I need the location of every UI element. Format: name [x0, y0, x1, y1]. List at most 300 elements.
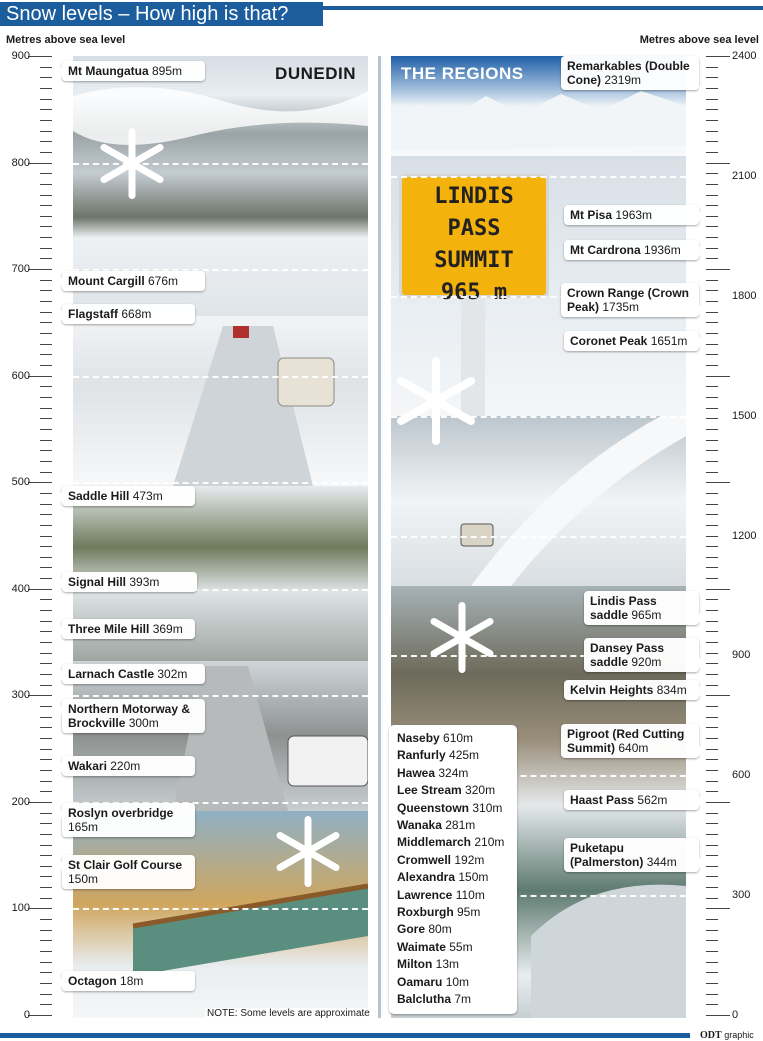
axis-minor-tick: [706, 642, 718, 643]
axis-minor-tick: [40, 173, 52, 174]
axis-minor-tick: [706, 599, 718, 600]
label-value: 562m: [637, 793, 668, 807]
axis-minor-tick: [706, 248, 718, 249]
reference-line: [391, 176, 686, 178]
axis-minor-tick: [706, 919, 718, 920]
label-name: Remarkables (Double Cone): [567, 59, 690, 87]
axis-tick-label: 0: [732, 1009, 739, 1021]
axis-minor-tick: [40, 195, 52, 196]
axis-minor-tick: [706, 408, 718, 409]
list-item: [397, 939, 509, 956]
axis-minor-tick: [40, 322, 52, 323]
axis-minor-tick: [706, 237, 718, 238]
axis-minor-tick: [40, 845, 52, 846]
axis-minor-tick: [40, 280, 52, 281]
label-value: 676m: [148, 274, 179, 288]
town-value: 110m: [455, 887, 485, 902]
label-value: 369m: [152, 622, 183, 636]
label-name: Kelvin Heights: [570, 683, 657, 697]
town-name: Lawrence: [397, 887, 456, 902]
sign-line-3: 965 m: [440, 280, 508, 305]
town-name: Naseby: [397, 731, 444, 745]
axis-minor-tick: [40, 461, 52, 462]
axis-tick-label: 300: [11, 689, 30, 702]
axis-minor-tick: [40, 674, 52, 675]
axis-minor-tick: [40, 876, 52, 877]
axis-minor-tick: [706, 781, 718, 782]
axis-minor-tick: [706, 567, 718, 568]
label-value: 2319m: [604, 73, 642, 87]
axis-minor-tick: [706, 312, 718, 313]
label-value: 640m: [618, 741, 649, 755]
axis-minor-tick: [706, 67, 718, 68]
axis-tick-label: 100: [11, 902, 30, 915]
axis-tick-label: 900: [11, 50, 30, 62]
axis-minor-tick: [706, 120, 718, 121]
axis-minor-tick: [706, 205, 718, 206]
regions-heading: THE REGIONS: [401, 64, 524, 83]
approximation-note: NOTE: Some levels are approximate: [207, 1008, 370, 1019]
town-value: 192m: [454, 852, 485, 867]
reference-line: [73, 482, 368, 484]
axis-minor-tick: [706, 866, 718, 867]
label-name: Mt Maungatua: [68, 64, 152, 78]
axis-minor-tick: [40, 301, 52, 302]
axis-minor-tick: [706, 472, 718, 473]
right-axis: [706, 50, 757, 1021]
axis-tick-label: 2400: [732, 50, 757, 62]
axis-minor-tick: [40, 344, 52, 345]
axis-minor-tick: [706, 109, 718, 110]
axis-tick-label: 400: [11, 582, 30, 595]
elevation-label: [561, 724, 699, 758]
axis-minor-tick: [40, 184, 52, 185]
axis-minor-tick: [706, 845, 718, 846]
axis-minor-tick: [706, 621, 718, 622]
axis-minor-tick: [40, 216, 52, 217]
label-value: 1735m: [602, 300, 640, 314]
label-value: 302m: [157, 667, 188, 681]
axis-minor-tick: [40, 493, 52, 494]
elevation-label: [62, 756, 195, 776]
axis-minor-tick: [40, 312, 52, 313]
label-name: Pigroot (Red Cutting Summit): [567, 727, 685, 755]
town-name: Waimate: [397, 939, 450, 954]
label-value: 668m: [121, 307, 152, 321]
label-value: 18m: [120, 974, 144, 988]
axis-minor-tick: [40, 354, 52, 355]
axis-minor-tick: [40, 972, 52, 973]
town-name: Cromwell: [397, 852, 455, 867]
elevation-label: [584, 591, 699, 625]
axis-minor-tick: [40, 472, 52, 473]
axis-minor-tick: [40, 770, 52, 771]
axis-minor-tick: [40, 120, 52, 121]
axis-tick-label: 600: [11, 369, 30, 382]
sign-line-2: SUMMIT: [434, 248, 514, 273]
axis-minor-tick: [40, 940, 52, 941]
label-value: 393m: [129, 575, 160, 589]
snowflake-icon: [97, 126, 167, 206]
axis-minor-tick: [706, 216, 718, 217]
axis-major-tick: [706, 908, 730, 909]
axis-minor-tick: [706, 717, 718, 718]
panel-divider: [378, 56, 381, 1018]
axis-minor-tick: [706, 184, 718, 185]
axis-minor-tick: [706, 397, 718, 398]
elevation-label: [561, 56, 699, 90]
axis-minor-tick: [706, 887, 718, 888]
axis-minor-tick: [706, 333, 718, 334]
axis-minor-tick: [706, 855, 718, 856]
axis-minor-tick: [706, 738, 718, 739]
label-name: Roslyn overbridge: [68, 806, 174, 820]
axis-major-tick: [706, 376, 730, 377]
axis-minor-tick: [40, 226, 52, 227]
label-value: 150m: [68, 872, 99, 886]
axis-tick-label: 700: [11, 263, 30, 276]
page-title: Snow levels – How high is that?: [0, 2, 323, 26]
list-item: [397, 765, 509, 782]
axis-minor-tick: [40, 834, 52, 835]
axis-minor-tick: [706, 994, 718, 995]
title-bar: [0, 0, 763, 28]
axis-minor-tick: [706, 365, 718, 366]
axis-minor-tick: [40, 333, 52, 334]
axis-minor-tick: [706, 450, 718, 451]
elevation-label: [564, 205, 699, 225]
list-item: [397, 956, 509, 973]
axis-minor-tick: [40, 152, 52, 153]
axis-minor-tick: [706, 77, 718, 78]
axis-minor-tick: [706, 898, 718, 899]
axis-minor-tick: [706, 1004, 718, 1005]
axis-minor-tick: [40, 759, 52, 760]
town-value: 10m: [445, 974, 470, 989]
axis-minor-tick: [706, 546, 718, 547]
elevation-label: [62, 855, 195, 889]
title-rule: [323, 6, 763, 10]
elevation-label: [62, 971, 195, 991]
axis-major-tick: [28, 695, 52, 696]
axis-minor-tick: [706, 226, 718, 227]
label-name: Lindis Pass saddle: [590, 594, 657, 622]
axis-major-tick: [706, 482, 730, 483]
axis-minor-tick: [40, 504, 52, 505]
axis-minor-tick: [706, 674, 718, 675]
axis-minor-tick: [706, 280, 718, 281]
elevation-label: [62, 803, 195, 837]
town-name: Middlemarch: [397, 835, 475, 850]
left-axis-title: Metres above sea level: [6, 34, 126, 46]
axis-minor-tick: [706, 344, 718, 345]
axis-minor-tick: [706, 876, 718, 877]
town-name: Wanaka: [397, 818, 446, 833]
elevation-label: [564, 838, 699, 872]
axis-major-tick: [28, 589, 52, 590]
right-axis-title: Metres above sea level: [639, 34, 759, 46]
axis-major-tick: [28, 56, 52, 57]
elevation-label: [564, 240, 699, 260]
list-item: [397, 904, 509, 921]
axis-minor-tick: [40, 919, 52, 920]
axis-minor-tick: [40, 727, 52, 728]
elevation-label: [584, 638, 699, 672]
label-name: Octagon: [68, 974, 121, 988]
label-name: Puketapu (Palmerston): [570, 841, 647, 869]
axis-minor-tick: [706, 685, 718, 686]
axis-minor-tick: [40, 653, 52, 654]
axis-tick-label: 1500: [732, 409, 757, 422]
town-value: 80m: [428, 922, 452, 937]
label-name: Crown Range (Crown Peak): [567, 286, 689, 314]
list-item: [397, 974, 509, 991]
axis-minor-tick: [40, 386, 52, 387]
town-name: Hawea: [397, 765, 439, 780]
town-value: 281m: [445, 818, 476, 833]
axis-minor-tick: [40, 855, 52, 856]
axis-minor-tick: [706, 322, 718, 323]
axis-minor-tick: [40, 717, 52, 718]
axis-minor-tick: [706, 461, 718, 462]
list-item: [397, 782, 509, 799]
axis-minor-tick: [40, 866, 52, 867]
axis-major-tick: [28, 802, 52, 803]
list-item: [397, 834, 509, 851]
axis-minor-tick: [40, 610, 52, 611]
snowflake-icon: [391, 356, 481, 451]
axis-minor-tick: [706, 99, 718, 100]
axis-minor-tick: [706, 173, 718, 174]
axis-minor-tick: [40, 99, 52, 100]
town-name: Oamaru: [397, 974, 446, 989]
axis-minor-tick: [706, 514, 718, 515]
axis-major-tick: [706, 1015, 730, 1016]
snowflake-icon: [273, 814, 343, 894]
axis-minor-tick: [40, 109, 52, 110]
town-value: 610m: [443, 731, 474, 745]
axis-minor-tick: [40, 429, 52, 430]
axis-minor-tick: [40, 536, 52, 537]
axis-minor-tick: [706, 195, 718, 196]
label-value: 1963m: [615, 208, 653, 222]
axis-tick-label: 600: [732, 769, 751, 782]
axis-minor-tick: [40, 887, 52, 888]
list-item: [397, 991, 509, 1008]
axis-minor-tick: [706, 940, 718, 941]
elevation-label: [62, 61, 205, 81]
axis-tick-label: 0: [23, 1009, 30, 1021]
axis-major-tick: [28, 1015, 52, 1016]
axis-minor-tick: [706, 727, 718, 728]
axis-minor-tick: [706, 525, 718, 526]
list-item: [397, 817, 509, 834]
town-name: Balclutha: [397, 992, 455, 1007]
elevation-label: [564, 331, 699, 351]
axis-minor-tick: [40, 983, 52, 984]
axis-minor-tick: [40, 67, 52, 68]
axis-minor-tick: [40, 418, 52, 419]
axis-minor-tick: [40, 823, 52, 824]
axis-minor-tick: [40, 898, 52, 899]
axis-minor-tick: [706, 258, 718, 259]
axis-major-tick: [706, 269, 730, 270]
credit: [700, 1030, 754, 1041]
label-value: 300m: [128, 716, 159, 730]
axis-tick-label: 200: [11, 795, 30, 808]
axis-major-tick: [706, 695, 730, 696]
axis-major-tick: [28, 163, 52, 164]
dunedin-heading: DUNEDIN: [275, 64, 356, 83]
axis-minor-tick: [706, 834, 718, 835]
axis-minor-tick: [40, 141, 52, 142]
town-name: Lee Stream: [397, 783, 466, 798]
towns-list: [389, 725, 517, 1014]
axis-minor-tick: [40, 131, 52, 132]
axis-minor-tick: [40, 248, 52, 249]
axis-major-tick: [28, 376, 52, 377]
town-value: 320m: [465, 783, 496, 798]
axis-minor-tick: [40, 258, 52, 259]
label-name: Three Mile Hill: [68, 622, 153, 636]
axis-minor-tick: [40, 290, 52, 291]
label-name: Mt Cardrona: [570, 243, 645, 257]
axis-minor-tick: [40, 994, 52, 995]
axis-minor-tick: [40, 1004, 52, 1005]
elevation-label: [561, 283, 699, 317]
axis-minor-tick: [40, 397, 52, 398]
reference-line: [391, 536, 686, 538]
town-value: 95m: [457, 905, 481, 920]
axis-minor-tick: [706, 301, 718, 302]
axis-minor-tick: [706, 631, 718, 632]
axis-minor-tick: [40, 525, 52, 526]
axis-major-tick: [706, 56, 730, 57]
axis-minor-tick: [40, 749, 52, 750]
town-name: Queenstown: [397, 800, 473, 815]
axis-minor-tick: [40, 951, 52, 952]
label-value: 895m: [152, 64, 183, 78]
axis-minor-tick: [706, 418, 718, 419]
sign-line-1: LINDIS PASS: [434, 184, 514, 241]
axis-minor-tick: [40, 88, 52, 89]
axis-minor-tick: [40, 621, 52, 622]
axis-tick-label: 1200: [732, 529, 757, 542]
axis-minor-tick: [706, 493, 718, 494]
axis-minor-tick: [706, 972, 718, 973]
elevation-label: [564, 680, 699, 700]
elevation-label: [62, 271, 205, 291]
axis-minor-tick: [706, 610, 718, 611]
axis-major-tick: [28, 482, 52, 483]
axis-minor-tick: [706, 88, 718, 89]
axis-minor-tick: [40, 557, 52, 558]
axis-minor-tick: [40, 685, 52, 686]
elevation-label: [62, 699, 205, 733]
axis-minor-tick: [40, 791, 52, 792]
axis-minor-tick: [40, 205, 52, 206]
town-value: 310m: [472, 800, 503, 815]
list-item: [397, 852, 509, 869]
axis-minor-tick: [40, 365, 52, 366]
axis-minor-tick: [706, 962, 718, 963]
town-name: Gore: [397, 922, 429, 937]
axis-minor-tick: [706, 770, 718, 771]
axis-minor-tick: [40, 781, 52, 782]
axis-minor-tick: [40, 408, 52, 409]
label-value: 220m: [110, 759, 141, 773]
list-item: [397, 887, 509, 904]
axis-minor-tick: [706, 813, 718, 814]
axis-minor-tick: [706, 749, 718, 750]
label-value: 1936m: [644, 243, 681, 257]
reference-line: [73, 908, 368, 910]
bottom-rule: [0, 1033, 690, 1038]
town-name: Roxburgh: [397, 905, 457, 920]
axis-minor-tick: [706, 386, 718, 387]
elevation-label: [62, 304, 195, 324]
axis-minor-tick: [706, 504, 718, 505]
elevation-label: [62, 619, 195, 639]
axis-minor-tick: [40, 514, 52, 515]
axis-minor-tick: [706, 983, 718, 984]
axis-minor-tick: [40, 440, 52, 441]
label-value: 165m: [68, 820, 99, 834]
axis-major-tick: [28, 269, 52, 270]
axis-minor-tick: [40, 578, 52, 579]
list-item: [397, 800, 509, 817]
label-name: Mt Pisa: [570, 208, 616, 222]
label-value: 920m: [631, 655, 662, 669]
axis-minor-tick: [40, 930, 52, 931]
label-name: Flagstaff: [68, 307, 122, 321]
axis-minor-tick: [40, 450, 52, 451]
label-name: Saddle Hill: [68, 489, 133, 503]
axis-minor-tick: [40, 962, 52, 963]
axis-minor-tick: [706, 429, 718, 430]
axis-minor-tick: [706, 131, 718, 132]
label-name: Northern Motorway & Brockville: [68, 702, 191, 730]
elevation-label: [62, 664, 205, 684]
axis-minor-tick: [40, 738, 52, 739]
axis-tick-label: 500: [11, 476, 30, 489]
credit-text: graphic: [724, 1030, 754, 1040]
axis-minor-tick: [706, 152, 718, 153]
town-name: Ranfurly: [397, 748, 450, 763]
axis-minor-tick: [40, 237, 52, 238]
snowflake-icon: [427, 600, 497, 680]
axis-minor-tick: [706, 663, 718, 664]
axis-minor-tick: [40, 706, 52, 707]
axis-tick-label: 2100: [732, 169, 757, 182]
town-value: 55m: [449, 939, 473, 954]
axis-tick-label: 1800: [732, 289, 757, 302]
town-value: 7m: [454, 992, 472, 1007]
label-name: Dansey Pass saddle: [590, 641, 665, 669]
town-name: Alexandra: [397, 870, 459, 885]
town-name: Milton: [397, 957, 436, 972]
town-value: 150m: [458, 870, 489, 885]
lindis-pass-sign: [399, 174, 549, 305]
town-value: 324m: [438, 765, 469, 780]
list-item: [397, 730, 509, 747]
axis-minor-tick: [706, 536, 718, 537]
axis-minor-tick: [706, 290, 718, 291]
axis-minor-tick: [40, 642, 52, 643]
label-value: 834m: [656, 683, 687, 697]
label-name: Coronet Peak: [570, 334, 651, 348]
reference-line: [73, 695, 368, 697]
